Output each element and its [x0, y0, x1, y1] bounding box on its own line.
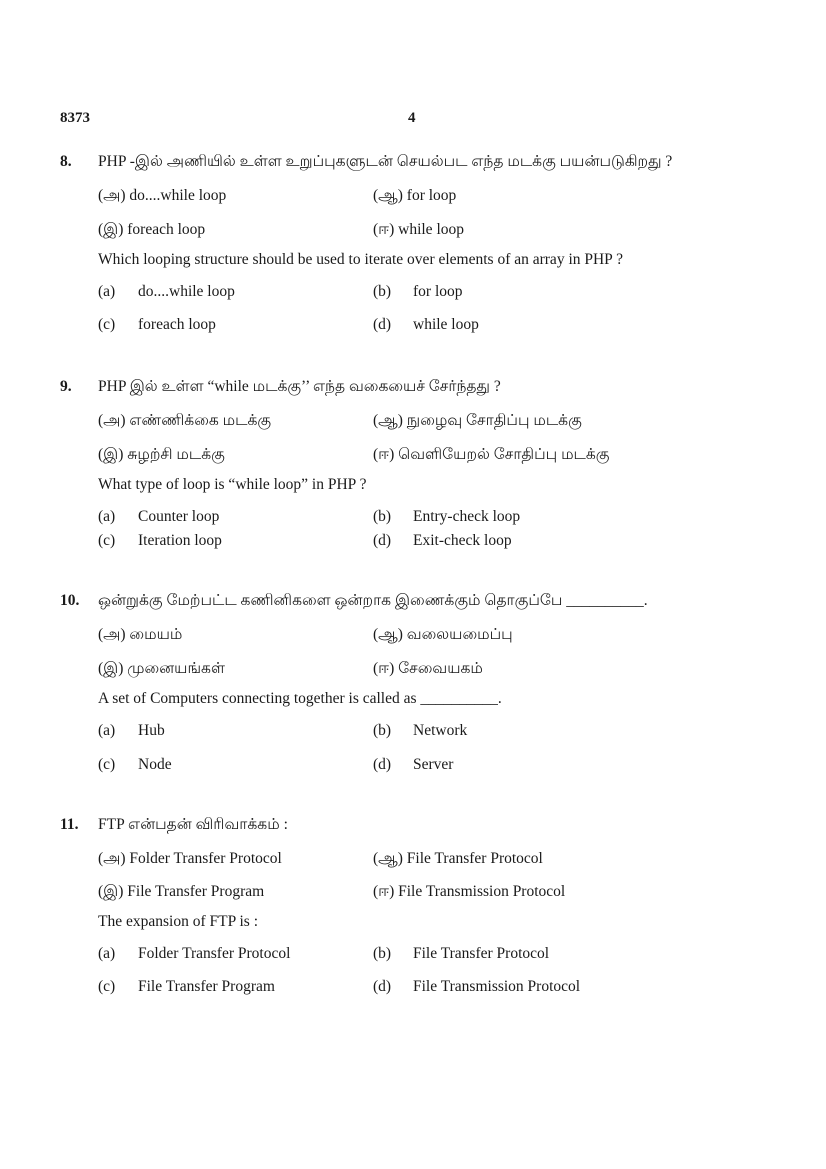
- page-number: 4: [408, 110, 416, 126]
- option-label-a: (a): [98, 508, 116, 525]
- option-label-c: (c): [98, 756, 116, 773]
- english-question-text: A set of Computers connecting together is called as __________.: [98, 690, 502, 707]
- english-option-b: Entry-check loop: [413, 508, 521, 525]
- question-8: [60, 152, 780, 348]
- english-option-d: Server: [413, 756, 454, 773]
- question-9: [60, 377, 780, 564]
- paper-code: 8373: [60, 110, 90, 126]
- english-option-d: while loop: [413, 316, 479, 333]
- tamil-option-b: (ஆ) for loop: [373, 187, 457, 204]
- tamil-option-d: (ஈ) வெளியேறல் சோதிப்பு மடக்கு: [373, 446, 610, 463]
- question-number: 8.: [60, 153, 72, 170]
- english-option-c: Node: [138, 756, 172, 773]
- option-label-c: (c): [98, 532, 116, 549]
- option-label-b: (b): [373, 945, 392, 962]
- option-label-a: (a): [98, 283, 116, 300]
- tamil-option-c: (இ) சுழற்சி மடக்கு: [98, 446, 225, 463]
- english-option-d: Exit-check loop: [413, 532, 512, 549]
- tamil-option-a: (அ) எண்ணிக்கை மடக்கு: [98, 412, 272, 429]
- english-question-text: What type of loop is “while loop” in PHP ?: [98, 476, 367, 493]
- option-label-d: (d): [373, 756, 392, 773]
- question-number: 9.: [60, 378, 72, 395]
- english-option-c: foreach loop: [138, 316, 216, 333]
- option-label-b: (b): [373, 508, 392, 525]
- tamil-option-a: (அ) Folder Transfer Protocol: [98, 850, 282, 867]
- option-label-c: (c): [98, 316, 116, 333]
- question-10: [60, 591, 780, 788]
- option-label-d: (d): [373, 532, 392, 549]
- english-question-text: Which looping structure should be used to iterate over elements of an array in PHP ?: [98, 251, 623, 268]
- english-option-c: File Transfer Program: [138, 978, 275, 995]
- question-11: [60, 815, 780, 1010]
- option-label-d: (d): [373, 978, 392, 995]
- tamil-option-c: (இ) foreach loop: [98, 221, 206, 238]
- tamil-option-b: (ஆ) வலையமைப்பு: [373, 626, 513, 643]
- tamil-option-b: (ஆ) நுழைவு சோதிப்பு மடக்கு: [373, 412, 582, 429]
- tamil-option-a: (அ) do....while loop: [98, 187, 227, 204]
- tamil-option-c: (இ) முனையங்கள்: [98, 660, 225, 677]
- option-label-c: (c): [98, 978, 116, 995]
- english-option-a: Folder Transfer Protocol: [138, 945, 291, 962]
- english-option-a: do....while loop: [138, 283, 235, 300]
- option-label-a: (a): [98, 722, 116, 739]
- tamil-question-text: PHP இல் உள்ள “while மடக்கு’’ எந்த வகையைச் சேர்ந்தது ?: [98, 378, 501, 395]
- english-option-a: Hub: [138, 722, 165, 739]
- option-label-d: (d): [373, 316, 392, 333]
- english-question-text: The expansion of FTP is :: [98, 913, 259, 930]
- option-label-b: (b): [373, 722, 392, 739]
- tamil-option-a: (அ) மையம்: [98, 626, 183, 643]
- english-option-b: File Transfer Protocol: [413, 945, 550, 962]
- tamil-question-text: PHP -இல் அணியில் உள்ள உறுப்புகளுடன் செயல்பட எந்த மடக்கு பயன்படுகிறது ?: [98, 153, 673, 170]
- english-option-b: Network: [413, 722, 468, 739]
- question-number: 10.: [60, 592, 80, 609]
- tamil-option-c: (இ) File Transfer Program: [98, 883, 265, 900]
- option-label-a: (a): [98, 945, 116, 962]
- tamil-option-d: (ஈ) File Transmission Protocol: [373, 883, 566, 900]
- english-option-d: File Transmission Protocol: [413, 978, 581, 995]
- tamil-question-text: FTP என்பதன் விரிவாக்கம் :: [98, 816, 288, 833]
- tamil-option-d: (ஈ) while loop: [373, 221, 464, 238]
- english-option-c: Iteration loop: [138, 532, 222, 549]
- question-number: 11.: [60, 816, 79, 833]
- tamil-question-text: ஒன்றுக்கு மேற்பட்ட கணினிகளை ஒன்றாக இணைக்கும் தொகுப்பே __________.: [98, 592, 648, 609]
- tamil-option-b: (ஆ) File Transfer Protocol: [373, 850, 543, 867]
- tamil-option-d: (ஈ) சேவையகம்: [373, 660, 483, 677]
- english-option-b: for loop: [413, 283, 463, 300]
- option-label-b: (b): [373, 283, 392, 300]
- english-option-a: Counter loop: [138, 508, 220, 525]
